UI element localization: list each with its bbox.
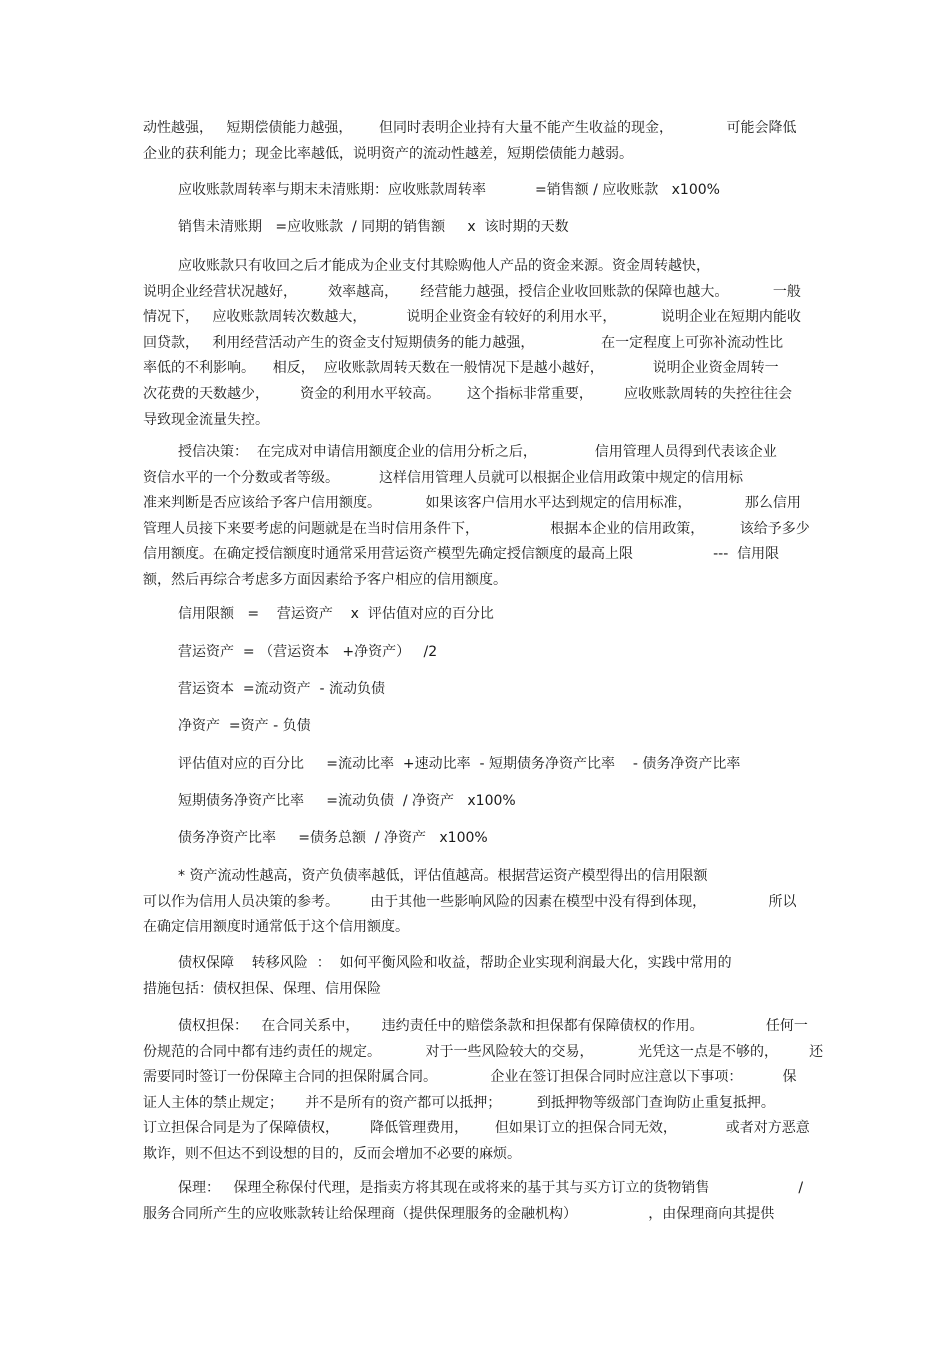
paragraph-factoring <box>143 1176 805 1227</box>
text-line: 保理： 保理全称保付代理，是指卖方将其现在或将来的基于其与买方订立的货物销售 / <box>178 1180 804 1196</box>
text-line: 信用额度。在确定授信额度时通常采用营运资产模型先确定授信额度的最高上限 --- 信用限 <box>143 546 780 563</box>
text-line: 可以作为信用人员决策的参考。 由于其他一些影响风险的因素在模型中没有得到体现， 所以 <box>143 893 797 910</box>
paragraph-claim-protection <box>143 951 805 1002</box>
text-line: 服务合同所产生的应收账款转让给保理商（提供保理服务的金融机构） ，由保理商向其提供 <box>143 1205 775 1222</box>
text-line: 准来判断是否应该给予客户信用额度。 如果该客户信用水平达到规定的信用标准， 那么信用 <box>143 495 801 512</box>
text-line: 回贷款， 利用经营活动产生的资金支付短期债务的能力越强， 在一定程度上可弥补流动性比 <box>143 334 784 351</box>
text-line: 措施包括：债权担保、保理、信用保险 <box>143 980 381 997</box>
paragraph-assessment-percentage-formula <box>143 752 805 778</box>
text-line: 管理人员接下来要考虑的问题就是在当时信用条件下， 根据本企业的信用政策， 该给予多少 <box>143 520 810 537</box>
text-line: 需要同时签订一份保障主合同的担保附属合同。 企业在签订担保合同时应注意以下事项： 保 <box>143 1069 797 1086</box>
text-line: 企业的获利能力；现金比率越低，说明资产的流动性越差，短期偿债能力越弱。 <box>143 145 633 162</box>
paragraph-outstanding-days-formula <box>143 215 805 241</box>
text-line: 率低的不利影响。 相反， 应收账款周转天数在一般情况下是越小越好， 说明企业资金周转一 <box>143 360 779 377</box>
text-line: 销售未清账期 =应收账款 / 同期的销售额 x 该时期的天数 <box>178 219 569 235</box>
text-line: 证人主体的禁止规定； 并不是所有的资产都可以抵押； 到抵押物等级部门查询防止重复抵押。 <box>143 1094 775 1111</box>
paragraph-liquidity-cash-ratio <box>143 116 805 167</box>
text-line: 在确定信用额度时通常低于这个信用额度。 <box>143 919 409 936</box>
text-line: 评估值对应的百分比 =流动比率 +速动比率 - 短期债务净资产比率 - 债务净资产比率 <box>178 756 741 772</box>
paragraph-credit-limit-formula <box>143 602 805 628</box>
text-line: 份规范的合同中都有违约责任的规定。 对于一些风险较大的交易， 光凭这一点是不够的， 还 <box>143 1043 824 1060</box>
paragraph-note-asset-liquidity <box>143 864 805 941</box>
text-line: 欺诈，则不但达不到设想的目的，反而会增加不必要的麻烦。 <box>143 1145 521 1162</box>
text-line: 次花费的天数越少， 资金的利用水平较高。 这个指标非常重要， 应收账款周转的失控往往会 <box>143 385 793 402</box>
text-line: 信用限额 = 营运资产 x 评估值对应的百分比 <box>178 606 494 622</box>
text-line: * 资产流动性越高，资产负债率越低，评估值越高。根据营运资产模型得出的信用限额 <box>178 868 708 884</box>
text-line: 订立担保合同是为了保障债权， 降低管理费用， 但如果订立的担保合同无效， 或者对方恶意 <box>143 1120 810 1137</box>
text-line: 营运资产 = （营运资本 +净资产） /2 <box>178 644 438 660</box>
text-line: 情况下， 应收账款周转次数越大， 说明企业资金有较好的利用水平， 说明企业在短期内能收 <box>143 309 801 326</box>
paragraph-claim-guarantee <box>143 1014 824 1168</box>
paragraph-receivable-explanation <box>143 254 805 433</box>
paragraph-receivable-turnover-formula <box>143 178 805 204</box>
paragraph-working-capital-formula <box>143 677 805 703</box>
paragraph-credit-decision <box>143 440 810 594</box>
paragraph-net-assets-formula <box>143 714 805 740</box>
text-line: 债务净资产比率 =债务总额 / 净资产 x100% <box>178 830 488 846</box>
text-line: 说明企业经营状况越好， 效率越高， 经营能力越强，授信企业收回账款的保障也越大。 一般 <box>143 283 801 300</box>
text-line: 债权担保： 在合同关系中， 违约责任中的赔偿条款和担保都有保障债权的作用。 任何一 <box>178 1018 808 1034</box>
paragraph-operating-assets-formula <box>143 640 805 666</box>
text-line: 动性越强， 短期偿债能力越强， 但同时表明企业持有大量不能产生收益的现金， 可能会降低 <box>143 120 797 136</box>
paragraph-short-term-debt-ratio-formula <box>143 789 805 815</box>
paragraph-debt-net-assets-ratio-formula <box>143 826 805 852</box>
text-line: 应收账款周转率与期末未清账期：应收账款周转率 =销售额 / 应收账款 x100% <box>178 182 720 198</box>
text-line: 应收账款只有收回之后才能成为企业支付其赊购他人产品的资金来源。资金周转越快， <box>178 258 710 274</box>
text-line: 额，然后再综合考虑多方面因素给予客户相应的信用额度。 <box>143 571 507 588</box>
text-line: 短期债务净资产比率 =流动负债 / 净资产 x100% <box>178 793 516 809</box>
text-line: 导致现金流量失控。 <box>143 411 269 428</box>
text-line: 净资产 =资产 - 负债 <box>178 718 311 734</box>
text-line: 授信决策： 在完成对申请信用额度企业的信用分析之后， 信用管理人员得到代表该企业 <box>178 444 777 460</box>
text-line: 营运资本 =流动资产 - 流动负债 <box>178 681 386 697</box>
text-line: 资信水平的一个分数或者等级。 这样信用管理人员就可以根据企业信用政策中规定的信用标 <box>143 469 744 486</box>
text-line: 债权保障 转移风险 ： 如何平衡风险和收益，帮助企业实现利润最大化，实践中常用的 <box>178 955 732 971</box>
